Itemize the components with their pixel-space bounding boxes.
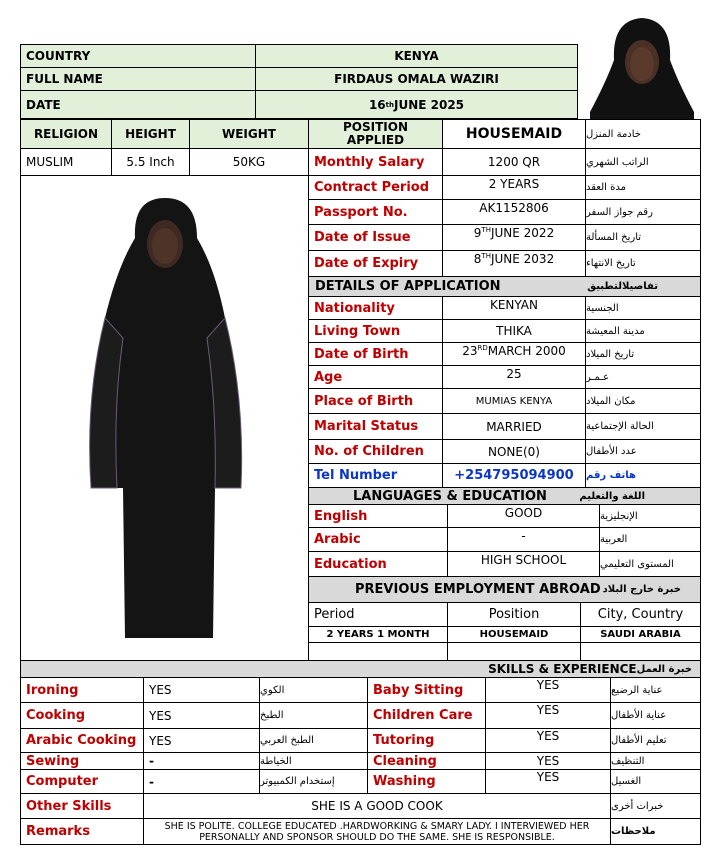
monthly-salary-ar: الراتب الشهري [585,148,701,176]
header-photo [586,12,698,120]
skill-baby-sitting-label: Baby Sitting [367,677,486,703]
children-ar: عدد الأطفال [585,439,701,464]
period-col-header: Period [308,602,448,627]
skill-sewing-label: Sewing [20,752,144,770]
skills-header: SKILLS & EXPERIENCE خبرة العمل [20,660,701,678]
nationality-value: KENYAN [442,296,586,320]
skill-children-care-value: YES [485,702,611,729]
skill-baby-sitting-value: YES [485,677,611,703]
age-ar: عـمـر [585,365,701,389]
skill-arabic-cooking-value: YES [143,728,260,753]
contract-period-ar: مدة العقد [585,175,701,200]
nationality-ar: الجنسية [585,296,701,320]
skill-ironing-ar: الكوي [259,677,368,703]
skill-computer-ar: إستخدام الكمبيوتر [259,769,368,794]
skill-tutoring-value: YES [485,728,611,753]
country-label: COUNTRY [20,44,256,68]
remarks-value: SHE IS POLITE. COLLEGE EDUCATED .HARDWORKING & SMARY LADY. I INTERVIEWED HER PERSONALLY AND SPONSOR SHOULD DO THE SAME. SHE IS RESPONSIBLE. [143,818,611,845]
education-label: Education [308,551,448,577]
employment-empty-2 [447,642,581,661]
contract-period-label: Contract Period [308,175,443,200]
position-ar: خادمة المنزل [585,119,701,149]
employment-empty-3 [580,642,701,661]
skill-washing-value: YES [485,769,611,794]
skill-computer-label: Computer [20,769,144,794]
skill-children-care-label: Children Care [367,702,486,729]
height-label: HEIGHT [111,119,190,149]
employment-position: HOUSEMAID [447,626,581,643]
skill-cooking-ar: الطبخ [259,702,368,729]
children-label: No. of Children [308,439,443,464]
languages-header: LANGUAGES & EDUCATION اللغة والتعليم [308,487,701,505]
english-value: GOOD [447,504,600,528]
date-of-birth-value: 23 $^{RD}$ MARCH 2000 [442,342,586,366]
country-col-header: City, Country [580,602,701,627]
other-skills-label: Other Skills [20,793,144,819]
full-body-photo [20,175,309,661]
employment-period: 2 YEARS 1 MONTH [308,626,448,643]
children-value: NONE(0) [442,439,586,464]
skill-ironing-label: Ironing [20,677,144,703]
position-value: HOUSEMAID [442,119,586,149]
passport-value: AK1152806 [442,199,586,225]
education-value: HIGH SCHOOL [447,551,600,577]
tel-label: Tel Number [308,463,443,488]
full-name-label: FULL NAME [20,67,256,91]
weight-label: WEIGHT [189,119,309,149]
full-name-value: FIRDAUS OMALA WAZIRI [255,67,578,91]
height-value: 5.5 Inch [111,148,190,176]
remarks-label: Remarks [20,818,144,845]
monthly-salary-label: Monthly Salary [308,148,443,176]
weight-value: 50KG [189,148,309,176]
skill-washing-label: Washing [367,769,486,794]
other-skills-ar: خبرات أخرى [610,793,701,819]
age-value: 25 [442,365,586,389]
skill-cooking-label: Cooking [20,702,144,729]
religion-value: MUSLIM [20,148,112,176]
monthly-salary-value: 1200 QR [442,148,586,176]
arabic-label: Arabic [308,527,448,552]
passport-label: Passport No. [308,199,443,225]
other-skills-value: SHE IS A GOOD COOK [143,793,611,819]
marital-status-label: Marital Status [308,413,443,440]
date-label: DATE [20,90,256,119]
skill-computer-value: - [143,769,260,794]
date-of-expiry-ar: تاريخ الانتهاء [585,250,701,277]
skill-tutoring-label: Tutoring [367,728,486,753]
english-label: English [308,504,448,528]
tel-ar: هاتف رقم [585,463,701,488]
arabic-value: - [447,527,600,552]
marital-status-value: MARRIED [442,413,586,440]
skill-sewing-value: - [143,752,260,770]
living-town-ar: مدينة المعيشة [585,319,701,343]
position-col-header: Position [447,602,581,627]
skill-children-care-ar: عناية الأطفال [610,702,701,729]
skill-ironing-value: YES [143,677,260,703]
english-ar: الإنجليزية [599,504,701,528]
tel-value[interactable]: +254795094900 [442,463,586,488]
skill-arabic-cooking-ar: الطبخ العربي [259,728,368,753]
contract-period-value: 2 YEARS [442,175,586,200]
education-ar: المستوى التعليمي [599,551,701,577]
employment-country: SAUDI ARABIA [580,626,701,643]
date-of-issue-label: Date of Issue [308,224,443,251]
remarks-ar: ملاحظات [610,818,701,845]
arabic-ar: العربية [599,527,701,552]
religion-label: RELIGION [20,119,112,149]
country-value: KENYA [255,44,578,68]
position-applied-label: POSITION APPLIED [308,119,443,149]
employment-empty-1 [308,642,448,661]
place-of-birth-label: Place of Birth [308,388,443,414]
skill-washing-ar: الغسيل [610,769,701,794]
date-of-birth-label: Date of Birth [308,342,443,366]
living-town-label: Living Town [308,319,443,343]
date-value: 16 th JUNE 2025 [255,90,578,119]
marital-status-ar: الحالة الإجتماعية [585,413,701,440]
living-town-value: THIKA [442,319,586,343]
date-of-birth-ar: تاريخ الميلاد [585,342,701,366]
passport-ar: رقم جواز السفر [585,199,701,225]
skill-tutoring-ar: تعليم الأطفال [610,728,701,753]
date-of-issue-ar: تاريخ المسألة [585,224,701,251]
nationality-label: Nationality [308,296,443,320]
skill-sewing-ar: الخياطة [259,752,368,770]
details-header: DETAILS OF APPLICATION تفاصيلالتطبيق [308,276,701,297]
date-of-expiry-value: 8 $^{TH}$ JUNE 2032 [442,250,586,277]
employment-header: PREVIOUS EMPLOYMENT ABROAD خبرة خارج البلاد [308,576,701,603]
skill-cleaning-value: YES [485,752,611,770]
place-of-birth-value: MUMIAS KENYA [442,388,586,414]
place-of-birth-ar: مكان الميلاد [585,388,701,414]
skill-arabic-cooking-label: Arabic Cooking [20,728,144,753]
skill-cooking-value: YES [143,702,260,729]
skill-cleaning-label: Cleaning [367,752,486,770]
date-of-expiry-label: Date of Expiry [308,250,443,277]
skill-baby-sitting-ar: عناية الرضيع [610,677,701,703]
date-of-issue-value: 9 $^{TH}$ JUNE 2022 [442,224,586,251]
age-label: Age [308,365,443,389]
skill-cleaning-ar: التنظيف [610,752,701,770]
